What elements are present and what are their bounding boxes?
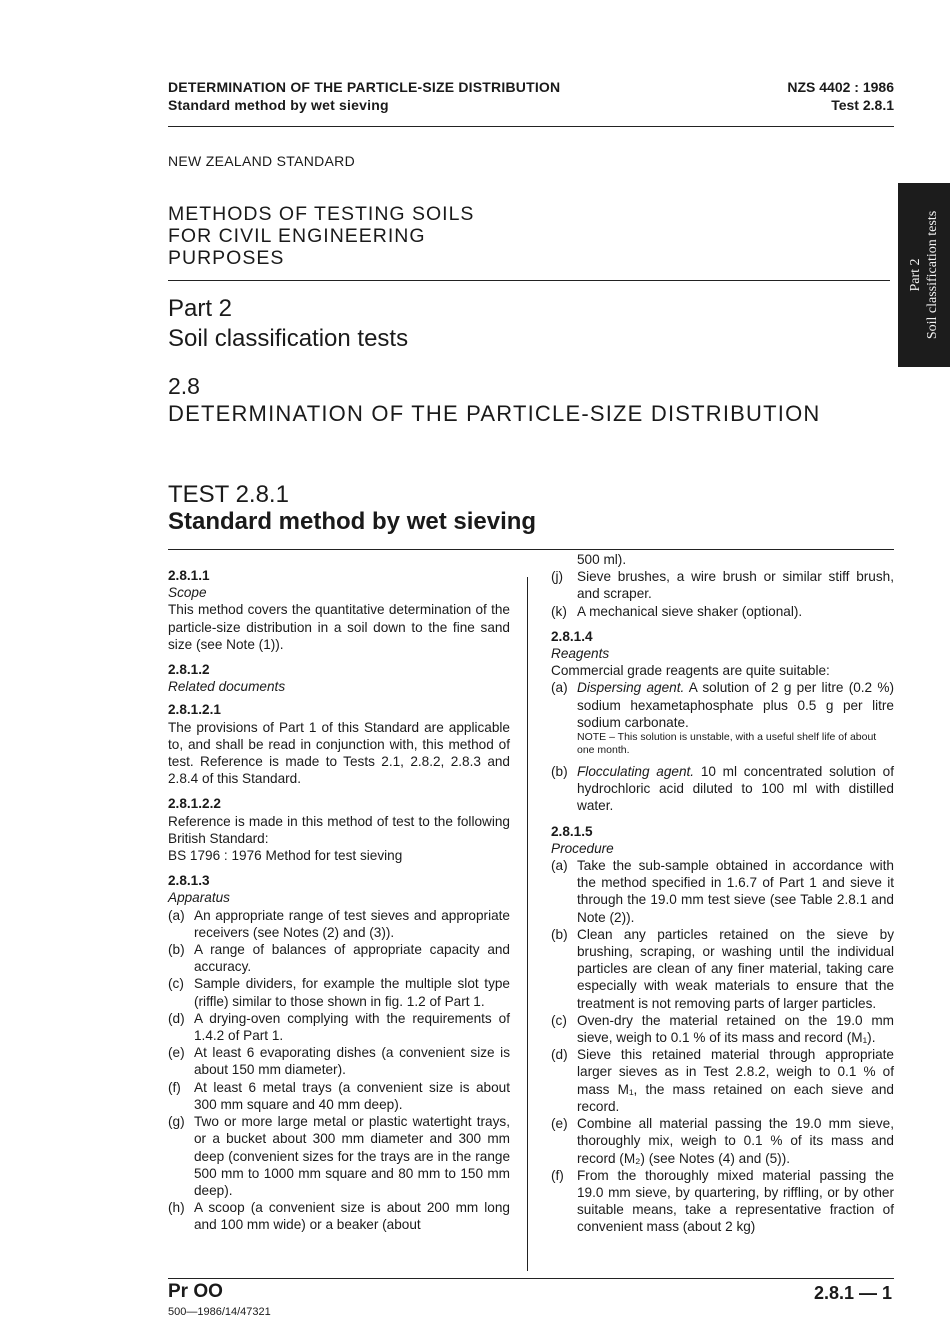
side-thumb-tab <box>898 183 950 367</box>
part-number: Part 2 <box>168 295 233 322</box>
side-tab-part: Part 2 <box>908 258 924 292</box>
column-divider <box>527 577 528 1271</box>
nz-standard-label: NEW ZEALAND STANDARD <box>168 153 355 169</box>
section-number: 2.8 <box>168 373 200 399</box>
clause-heading: Scope <box>168 585 207 601</box>
list-item: (j) Sieve brushes, a wire brush or similar stiff brush, and scraper. <box>551 569 894 602</box>
clause-number: 2.8.1.2.2 <box>168 796 221 812</box>
part-title: Soil classification tests <box>168 325 409 352</box>
note: NOTE – This solution is unstable, with a useful shelf life of about one month. <box>577 731 877 757</box>
list-item: (f) From the thoroughly mixed material passing the 19.0 mm sieve, by quartering, by riffling, or by other suitable means, take a representative fraction of convenient mass (about 2 kg) <box>551 1167 894 1235</box>
clause-heading: Related documents <box>168 679 286 695</box>
clause-number: 2.8.1.2.1 <box>168 702 221 718</box>
list-item: (g) Two or more large metal or plastic watertight trays, or a bucket about 300 mm diameter and 300 mm deep (convenient sizes for the trays are in the range 500 mm to 1000 mm square and 80 mm to 150 mm deep). <box>168 1114 510 1198</box>
clause-number: 2.8.1.3 <box>168 873 210 889</box>
clause-text: Commercial grade reagents are quite suitable: <box>551 663 830 679</box>
list-item: (h) A scoop (a convenient size is about 200 mm long and 100 mm wide) or a beaker (about <box>168 1200 510 1233</box>
test-title: Standard method by wet sieving <box>168 508 537 535</box>
series-title-line: METHODS OF TESTING SOILS <box>168 203 475 225</box>
header-rule <box>168 126 894 127</box>
clause-heading: Apparatus <box>168 890 230 906</box>
list-item: (c) Sample dividers, for example the multiple slot type (riffle) similar to those shown in fig. 1.2 of Part 1. <box>168 976 510 1009</box>
series-title <box>168 203 474 269</box>
running-header-subtitle: Standard method by wet sieving <box>168 97 389 113</box>
running-header <box>168 78 560 114</box>
section-title: DETERMINATION OF THE PARTICLE-SIZE DISTRIBUTION <box>168 401 821 426</box>
series-title-line: FOR CIVIL ENGINEERING <box>168 225 426 247</box>
footer-mark: Pr OO <box>168 1281 223 1302</box>
test-reference: Test 2.8.1 <box>831 97 894 113</box>
continued-text: 500 ml). <box>577 552 627 567</box>
list-item: (b) Flocculating agent. 10 ml concentrated solution of hydrochloric acid diluted to 100 ml with distilled water. <box>551 764 895 814</box>
clause-text: This method covers the quantitative determination of the particle-size distribution in a soil down to the fine sand size (see Note (1)). <box>168 602 510 652</box>
list-item: (a) Take the sub-sample obtained in accordance with the method specified in 1.6.7 of Part 1 and sieve it through the 19.0 mm test sieve (see Table 2.8.1 and Note (2)). <box>551 858 894 925</box>
list-item: (d) Sieve this retained material through appropriate larger sieves as in Test 2.8.2, weigh to 0.1 % of mass M₁, the mass retained on each sieve and record. <box>551 1047 894 1114</box>
list-item: (f) At least 6 metal trays (a convenient size is about 300 mm square and 40 mm deep). <box>168 1079 510 1112</box>
standard-reference <box>787 78 894 114</box>
part-heading <box>168 294 408 354</box>
clause-text: Reference is made in this method of test to the following British Standard: <box>168 813 510 846</box>
series-title-line: PURPOSES <box>168 247 285 269</box>
test-number: TEST 2.8.1 <box>168 481 289 508</box>
list-item: (c) Oven-dry the material retained on the 19.0 mm sieve, weigh to 0.1 % of its mass and record (M₁). <box>551 1012 894 1046</box>
list-item: (e) Combine all material passing the 19.0 mm sieve, thoroughly mix, weigh to 0.1 % of its mass and record (M₂) (see Notes (4) and (5)). <box>551 1116 894 1166</box>
clause-text: The provisions of Part 1 of this Standard are applicable to, and shall be read in conjunction with, this method of test. Reference is made to Tests 2.1, 2.8.2, 2.8.3 and 2.8.4 of this Standard. <box>168 719 510 787</box>
list-item: (a) An appropriate range of test sieves and appropriate receivers (see Notes (2) and (3)). <box>168 907 510 940</box>
list-item: (k) A mechanical sieve shaker (optional). <box>551 603 803 619</box>
running-header-title: DETERMINATION OF THE PARTICLE-SIZE DISTRIBUTION <box>168 79 561 95</box>
british-standard-ref: BS 1796 : 1976 Method for test sieving <box>168 848 403 864</box>
clause-number: 2.8.1.4 <box>551 628 593 644</box>
print-code: 500—1986/14/47321 <box>168 1306 271 1318</box>
clause-heading: Reagents <box>551 646 610 662</box>
title-rule <box>168 280 890 281</box>
clause-number: 2.8.1.1 <box>168 568 210 583</box>
list-item: (a) Dispersing agent. A solution of 2 g per litre (0.2 %) sodium hexametaphosphate plus 0.5 g per litre sodium carbonate. <box>551 680 894 730</box>
standard-number: NZS 4402 : 1986 <box>787 79 894 95</box>
list-item: (b) Clean any particles retained on the sieve by brushing, scraping, or washing until the individual particles are clean of any finer material, taking care especially with weak materials to ensure that the treatment is not removing parts of larger particles. <box>551 926 894 1011</box>
side-tab-title: Soil classification tests <box>925 210 941 340</box>
content-rule <box>168 549 894 550</box>
clause-heading: Procedure <box>551 840 614 856</box>
left-column <box>168 567 510 1234</box>
clause-number: 2.8.1.5 <box>551 823 593 839</box>
list-item: (b) A range of balances of appropriate capacity and accuracy. <box>168 942 510 975</box>
right-column <box>551 551 894 1236</box>
clause-number: 2.8.1.2 <box>168 662 210 678</box>
list-item: (e) At least 6 evaporating dishes (a convenient size is about 150 mm diameter). <box>168 1045 510 1078</box>
page-number: 2.8.1 — 1 <box>813 1283 892 1303</box>
footer-rule <box>168 1278 894 1279</box>
list-item: (d) A drying-oven complying with the requirements of 1.4.2 of Part 1. <box>168 1010 510 1044</box>
